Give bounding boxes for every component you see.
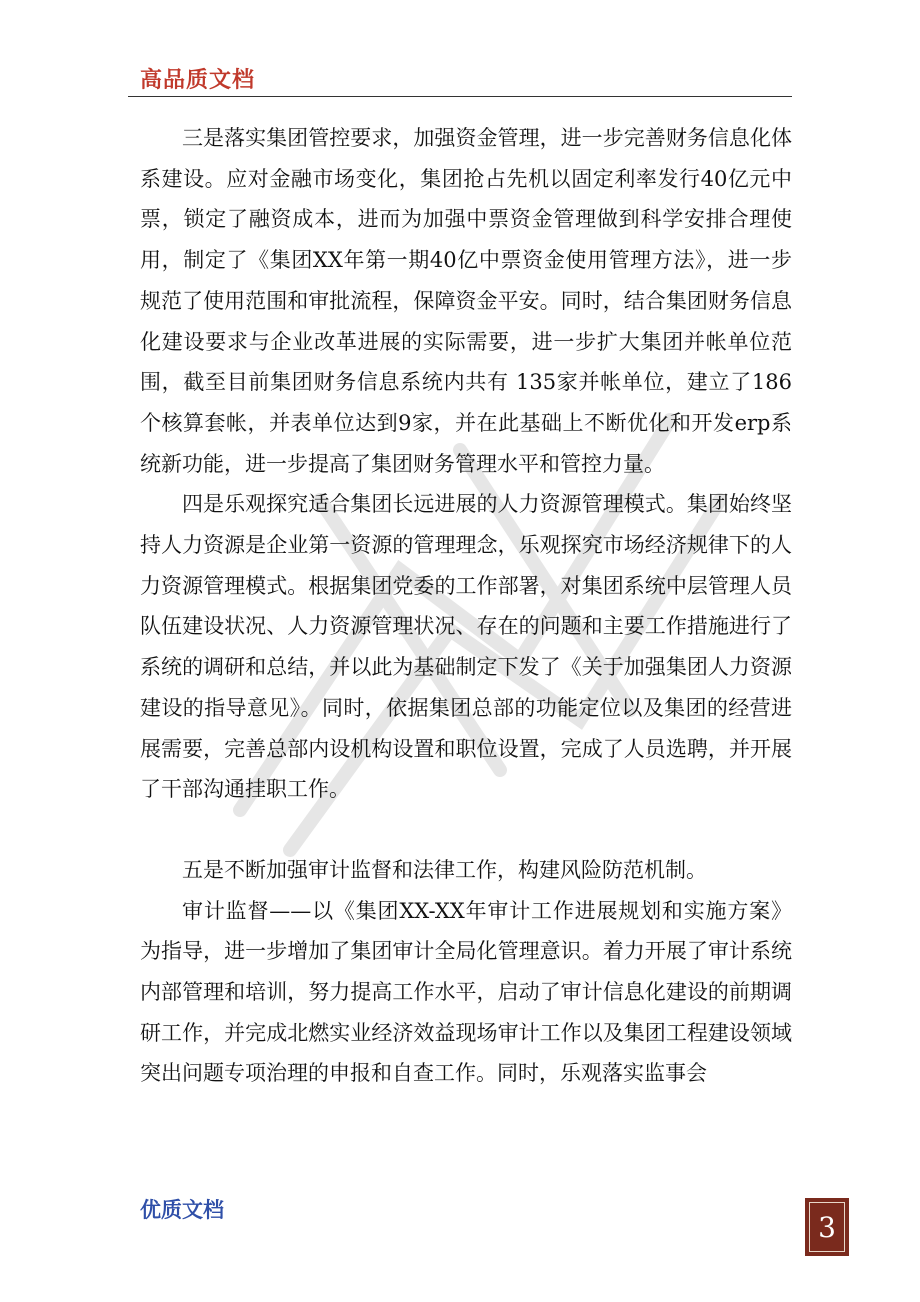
footer-title: 优质文档 (140, 1198, 224, 1222)
paragraph-audit-heading: 五是不断加强审计监督和法律工作，构建风险防范机制。 (182, 857, 707, 882)
page-number: 3 (809, 1202, 845, 1252)
header-divider (128, 96, 792, 97)
paragraph-hr: 四是乐观探究适合集团长远进展的人力资源管理模式。集团始终坚持人力资源是企业第一资源的管理理念，乐观探究市场经济规律下的人力资源管理模式。根据集团党委的工作部署，对集团系统中层管理人员队伍建设状况、人力资源管理状况、存在的问题和主要工作措施进行了系统的调研和总结，并以此为基础制定下发了《关于加强集团人力资源建设的指导意见》。同时，依据集团总部的功能定位以及集团的经营进展需要，完善总部内设机构设置和职位设置，完成了人员选聘，并开展了干部沟通挂职工作。 (140, 492, 792, 802)
paragraph-audit: 审计监督——以《集团XX-XX年审计工作进展规划和实施方案》为指导，进一步增加了集团审计全局化管理意识。着力开展了审计系统内部管理和培训，努力提高工作水平，启动了审计信息化建设的前期调研工作，并完成北燃实业经济效益现场审计工作以及集团工程建设领域突出问题专项治理的申报和自查工作。同时，乐观落实监事会 (140, 898, 792, 1086)
header-title: 高品质文档 (140, 68, 256, 93)
paragraph-finance: 三是落实集团管控要求，加强资金管理，进一步完善财务信息化体系建设。应对金融市场变化，集团抢占先机以固定利率发行40亿元中票，锁定了融资成本，进而为加强中票资金管理做到科学安排合理使用，制定了《集团XX年第一期40亿中票资金使用管理方法》，进一步规范了使用范围和审批流程，保障资金平安。同时，结合集团财务信息化建设要求与企业改革进展的实际需要，进一步扩大集团并帐单位范围，截至目前集团财务信息系统内共有 135家并帐单位，建立了186个核算套帐，并表单位达到9家，并在此基础上不断优化和开发erp系统新功能，进一步提高了集团财务管理水平和管控力量。 (140, 126, 792, 476)
page-number-badge (805, 1198, 849, 1256)
document-body (140, 118, 792, 1094)
